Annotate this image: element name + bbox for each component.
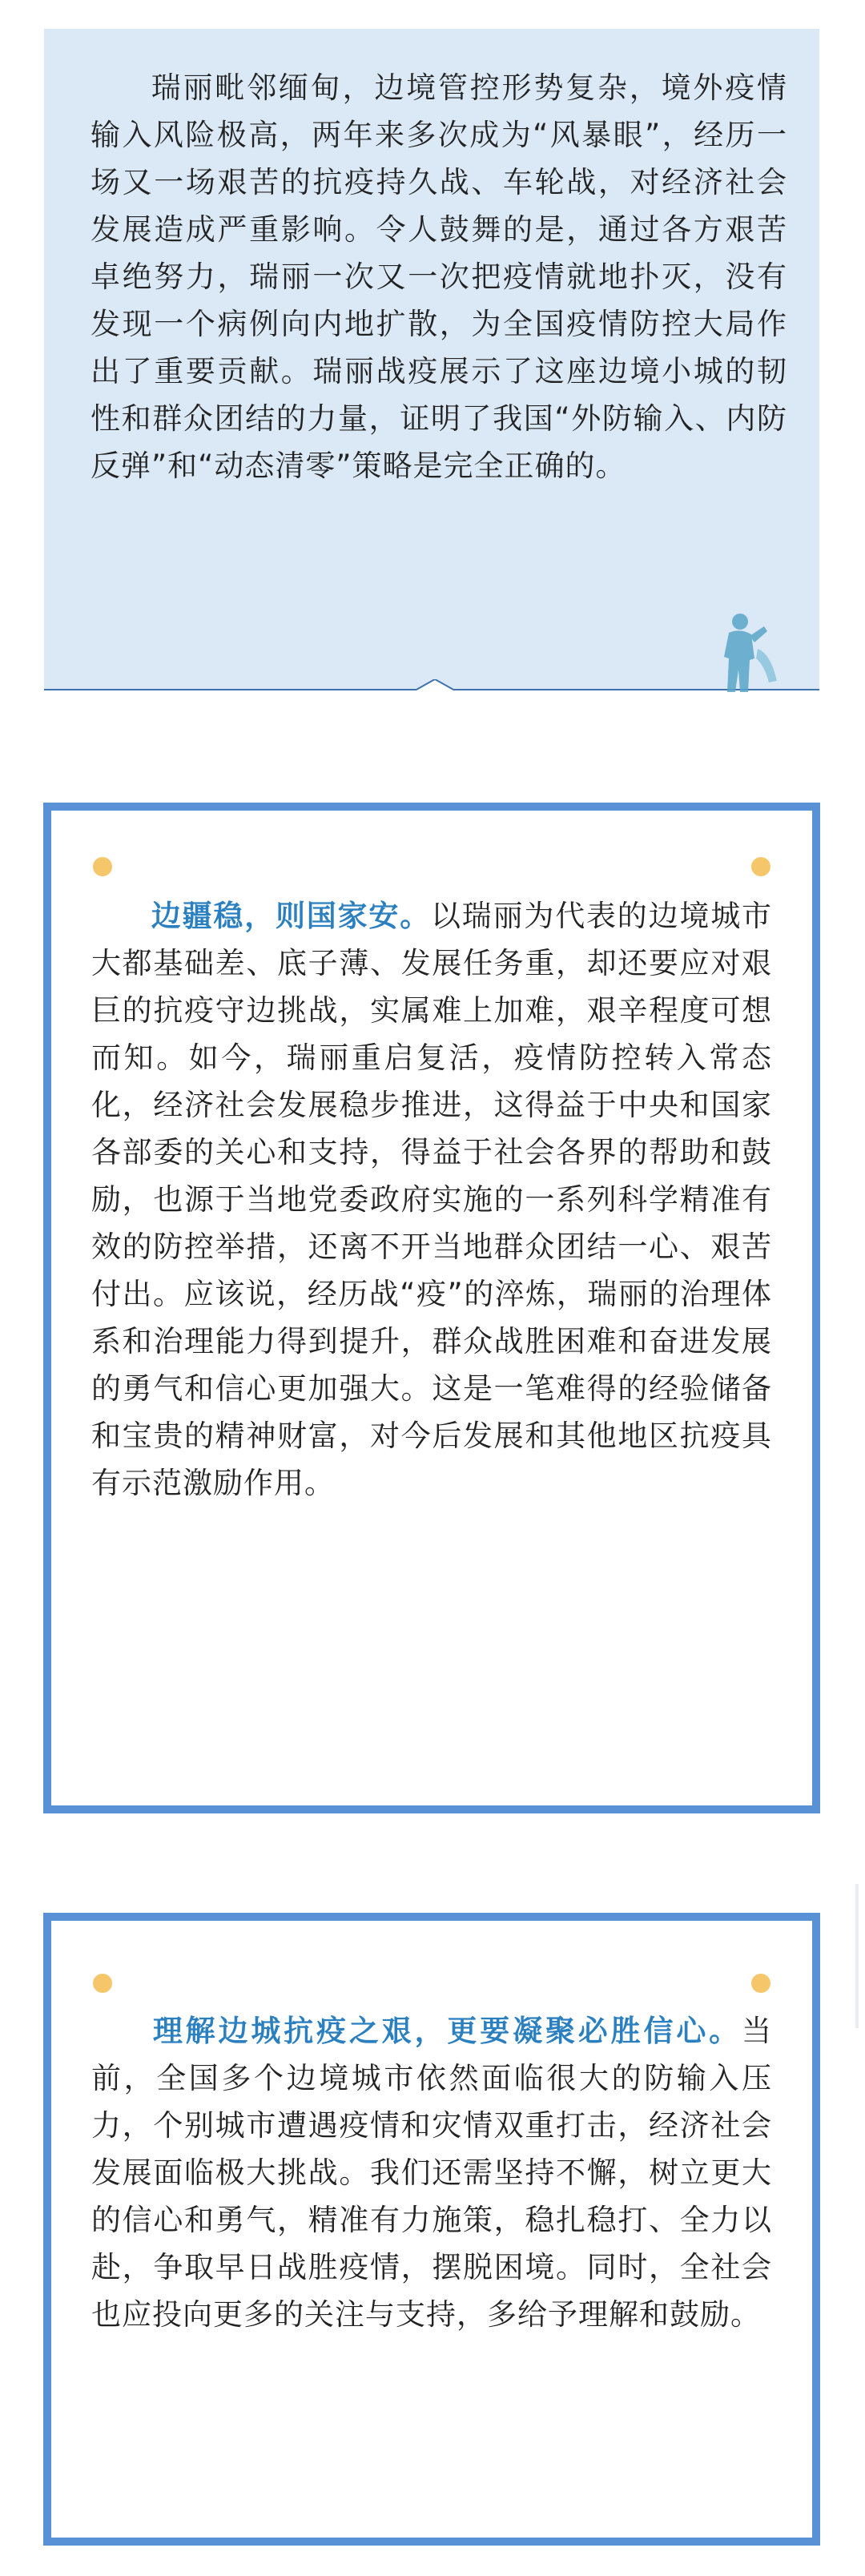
scroll-edge-mark [855,1884,859,2028]
yellow-dot-icon [751,1974,770,1993]
section-2-paragraph [91,892,772,1507]
speech-caret-icon [415,679,455,703]
intro-panel [44,29,819,690]
section-2-lead: 边疆稳，则国家安。 [151,899,431,933]
protective-suit-figure-icon [718,609,785,695]
yellow-dot-icon [93,1974,112,1993]
yellow-dot-icon [751,857,770,876]
intro-paragraph [91,64,787,489]
intro-text: 瑞丽毗邻缅甸，边境管控形势复杂，境外疫情输入风险极高，两年来多次成为“风暴眼”，经历一场又一场艰苦的抗疫持久战、车轮战，对经济社会发展造成严重影响。令人鼓舞的是，通过各方艰苦卓绝努力，瑞丽一次又一次把疫情就地扑灭，没有发现一个病例向内地扩散，为全国疫情防控大局作出了重要贡献。瑞丽战疫展示了这座边境小城的韧性和群众团结的力量，证明了我国“外防输入、内防反弹”和“动态清零”策略是完全正确的。 [91,70,787,483]
section-3-lead: 理解边城抗疫之艰，更要凝聚必胜信心。 [151,2014,742,2048]
section-panel-3 [43,1913,820,2546]
section-2-text: 以瑞丽为代表的边境城市大都基础差、底子薄、发展任务重，却还要应对艰巨的抗疫守边挑战，实属难上加难，艰辛程度可想而知。如今，瑞丽重启复活，疫情防控转入常态化，经济社会发展稳步推进，这得益于中央和国家各部委的关心和支持，得益于社会各界的帮助和鼓励，也源于当地党委政府实施的一系列科学精准有效的防控举措，还离不开当地群众团结一心、艰苦付出。应该说，经历战“疫”的淬炼，瑞丽的治理体系和治理能力得到提升，群众战胜困难和奋进发展的勇气和信心更加强大。这是一笔难得的经验储备和宝贵的精神财富，对今后发展和其他地区抗疫具有示范激励作用。 [91,899,772,1500]
yellow-dot-icon [93,857,112,876]
section-3-text: 当前，全国多个边境城市依然面临很大的防输入压力，个别城市遭遇疫情和灾情双重打击，经济社会发展面临极大挑战。我们还需坚持不懈，树立更大的信心和勇气，精准有力施策，稳扎稳打、全力以赴，争取早日战胜疫情，摆脱困境。同时，全社会也应投向更多的关注与支持，多给予理解和鼓励。 [91,2014,772,2332]
section-3-paragraph [91,2007,772,2338]
section-panel-2 [43,803,820,1813]
